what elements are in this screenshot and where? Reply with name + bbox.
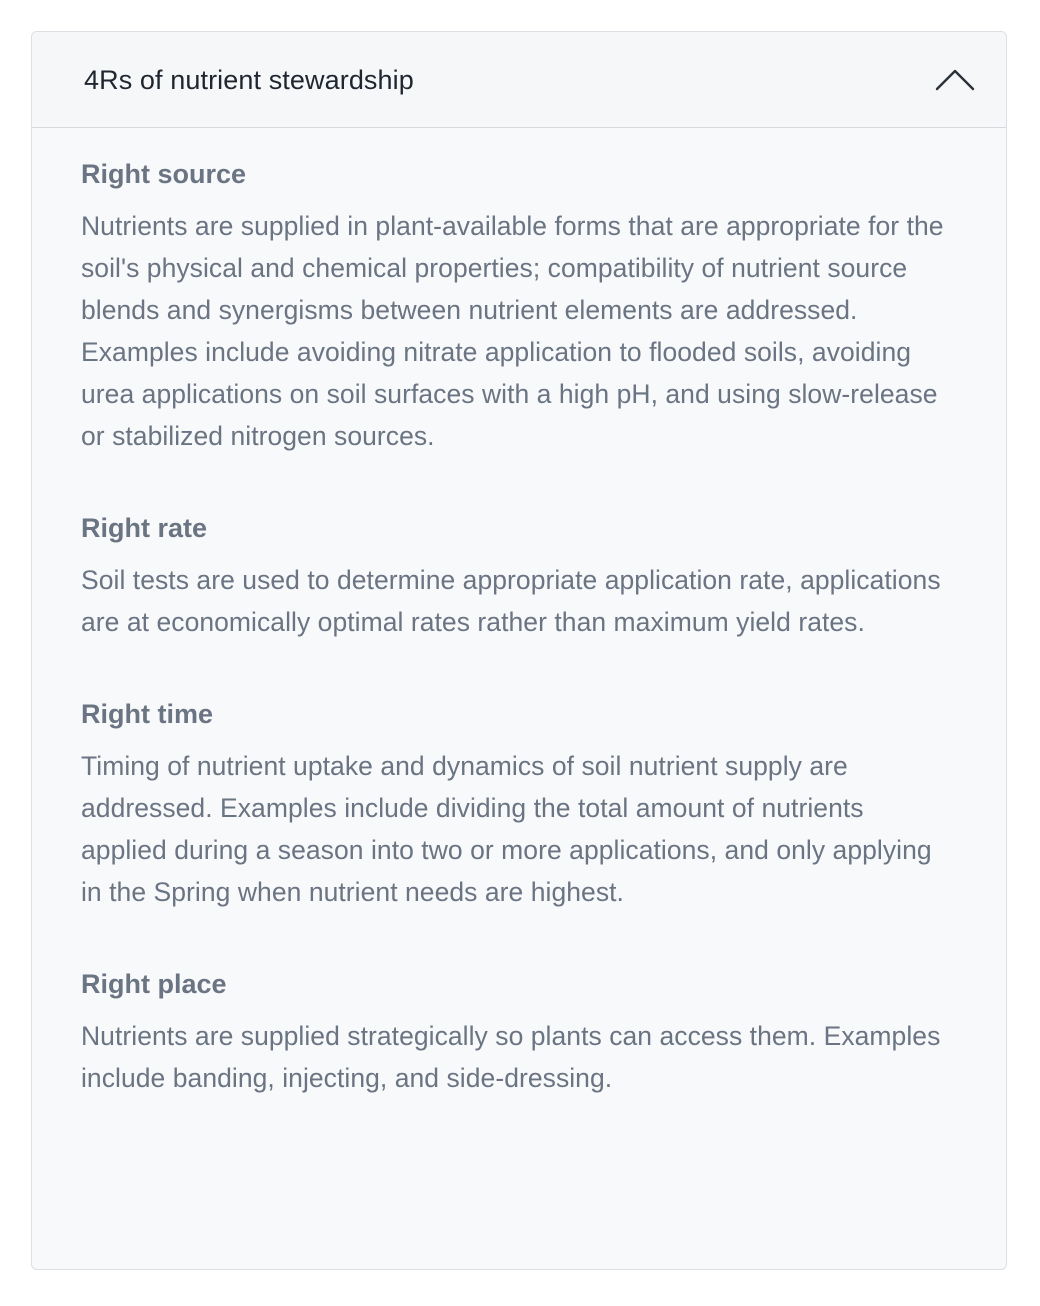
- section-text: Nutrients are supplied strategically so plants can access them. Examples include banding, injecting, and side-dressing.: [81, 1021, 941, 1093]
- accordion-panel: [31, 31, 1007, 1270]
- section-heading: Right time: [81, 699, 213, 729]
- chevron-up-icon[interactable]: [935, 66, 975, 92]
- accordion-title: 4Rs of nutrient stewardship: [84, 65, 414, 95]
- section-heading: Right source: [81, 159, 247, 189]
- section-text: Soil tests are used to determine appropriate application rate, applications are at economically optimal rates rather than maximum yield rates.: [81, 565, 941, 637]
- section-right-rate: [81, 510, 956, 643]
- section-heading: Right rate: [81, 513, 208, 543]
- section-text: Nutrients are supplied in plant-available forms that are appropriate for the soil's physical and chemical properties; compatibility of nutrient source blends and synergisms between nutrient elements are addressed. Examples include avoiding nitrate application to flooded soils, avoiding urea applications on soil surfaces with a high pH, and using slow-release or stabilized nitrogen sources.: [81, 211, 944, 451]
- section-right-time: [81, 696, 956, 913]
- section-right-source: [81, 156, 956, 457]
- accordion-header[interactable]: [32, 32, 1006, 128]
- accordion-content: [32, 128, 1006, 1099]
- section-right-place: [81, 966, 956, 1099]
- section-text: Timing of nutrient uptake and dynamics of soil nutrient supply are addressed. Examples include dividing the total amount of nutrients applied during a season into two or more applications, and only applying in the Spring when nutrient needs are highest.: [81, 751, 932, 907]
- section-heading: Right place: [81, 969, 227, 999]
